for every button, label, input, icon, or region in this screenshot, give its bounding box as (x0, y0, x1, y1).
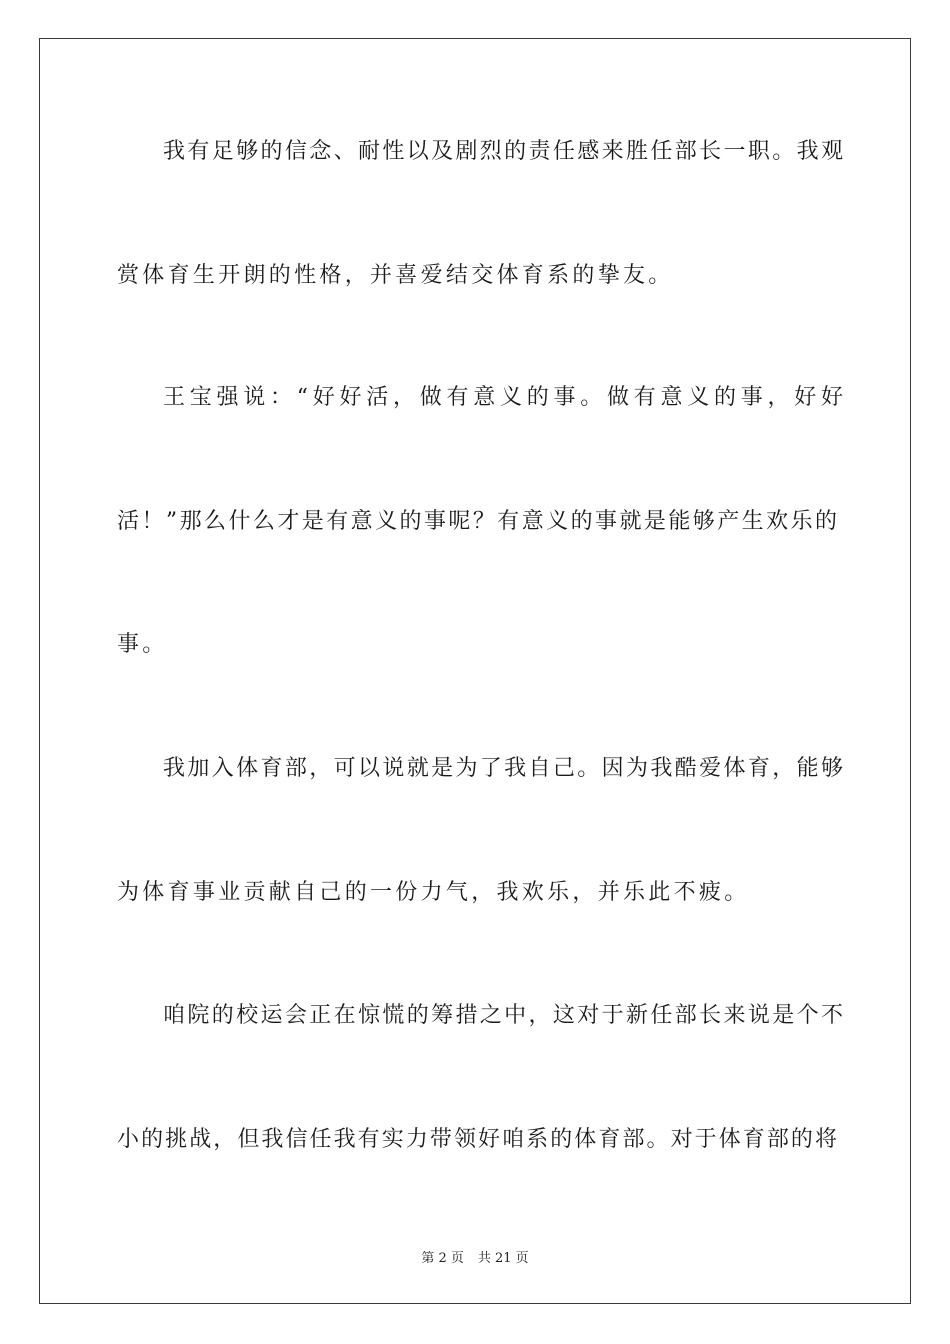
paragraph-1-line-2: 赏体育生开朗的性格，并喜爱结交体育系的挚友。 (117, 263, 674, 288)
page-border (39, 38, 911, 1304)
paragraph-3-line-2: 为体育事业贡献自己的一份力气，我欢乐，并乐此不疲。 (117, 880, 750, 905)
paragraph-4-line-2: 小的挑战，但我信任我有实力带领好咱系的体育部。对于体育部的将 (117, 1127, 837, 1152)
page-number: 第 2 页 (421, 1251, 464, 1266)
paragraph-3-line-1: 我加入体育部，可以说就是为了我自己。因为我酷爱体育，能够 (163, 756, 843, 781)
paragraph-2-line-3: 事。 (117, 632, 168, 657)
paragraph-1-line-1: 我有足够的信念、耐性以及剧烈的责任感来胜任部长一职。我观 (163, 139, 843, 164)
page-footer (0, 1247, 950, 1266)
paragraph-2-line-2: 活！”那么什么才是有意义的事呢？有意义的事就是能够产生欢乐的 (117, 509, 837, 534)
paragraph-4-line-1: 咱院的校运会正在惊慌的筹措之中，这对于新任部长来说是个不 (163, 1003, 843, 1028)
page-total: 共 21 页 (477, 1251, 529, 1266)
paragraph-2-line-1: 王宝强说：“好好活，做有意义的事。做有意义的事，好好 (163, 385, 843, 410)
